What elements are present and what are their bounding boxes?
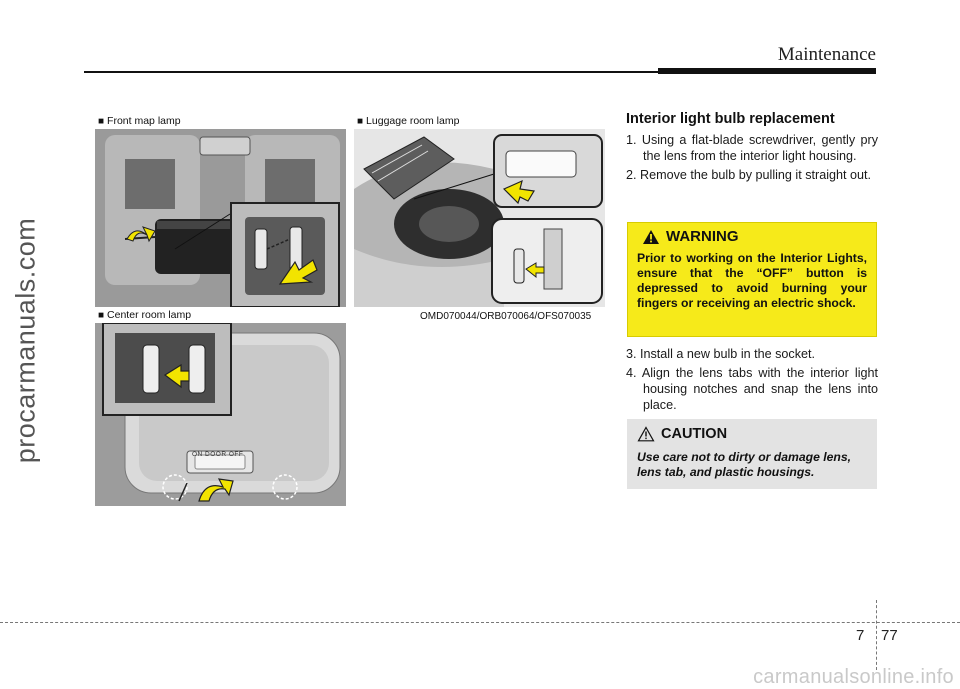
caption-bullet: ■ xyxy=(98,116,105,127)
step-item: 4. Align the lens tabs with the interior light housing notches and snap the lens into place. xyxy=(626,366,878,412)
section-heading: Interior light bulb replacement xyxy=(626,111,835,127)
figure-caption xyxy=(354,113,605,129)
warning-box xyxy=(627,222,877,337)
footer-divider xyxy=(876,600,877,670)
figure-caption xyxy=(95,113,346,129)
front-map-lamp-illustration xyxy=(95,129,346,307)
caution-triangle-icon xyxy=(637,426,655,442)
step-item: 3. Install a new bulb in the socket. xyxy=(626,347,816,361)
door-switch-label: ON DOOR OFF xyxy=(192,451,244,458)
side-watermark-text: procarmanuals.com xyxy=(10,217,41,463)
header-rule-accent xyxy=(658,68,876,74)
step-item: 2. Remove the bulb by pulling it straight out. xyxy=(626,168,872,182)
section-title: Maintenance xyxy=(777,44,876,65)
caption-bullet: ■ xyxy=(357,116,364,127)
warning-title: WARNING xyxy=(666,228,739,245)
figure-caption xyxy=(95,307,346,323)
caution-header xyxy=(637,426,727,442)
front-map-lamp-figure xyxy=(95,113,346,307)
luggage-room-lamp-illustration xyxy=(354,129,605,307)
chapter-number: 7 xyxy=(856,627,865,644)
center-room-lamp-illustration xyxy=(95,323,346,506)
caption-bullet: ■ xyxy=(98,310,105,321)
luggage-room-lamp-figure xyxy=(354,113,605,307)
side-watermark xyxy=(4,140,48,540)
page-number: 77 xyxy=(881,627,898,644)
figure-reference: OMD070044/ORB070064/OFS070035 xyxy=(420,311,592,322)
warning-triangle-icon xyxy=(642,229,660,245)
step-item: 1. Using a flat-blade screwdriver, gently pry the lens from the interior light housing. xyxy=(626,133,878,163)
caution-title: CAUTION xyxy=(661,426,728,442)
caution-box xyxy=(627,419,877,489)
warning-text: Prior to working on the Interior Lights, ensure that the “OFF” button is depressed to avoid burning your fingers or receiving an electric shock. xyxy=(637,251,867,310)
steps-list xyxy=(626,346,878,416)
bottom-watermark: carmanualsonline.info xyxy=(753,666,954,688)
steps-list xyxy=(626,132,878,186)
center-room-lamp-figure xyxy=(95,307,346,506)
center-caption-text: Center room lamp xyxy=(107,309,192,321)
warning-header xyxy=(642,228,739,245)
caution-text: Use care not to dirty or damage lens, lens tab, and plastic housings. xyxy=(637,450,852,479)
front-caption-text: Front map lamp xyxy=(107,115,181,127)
footer-rule xyxy=(0,622,960,623)
luggage-caption-text: Luggage room lamp xyxy=(366,115,460,127)
